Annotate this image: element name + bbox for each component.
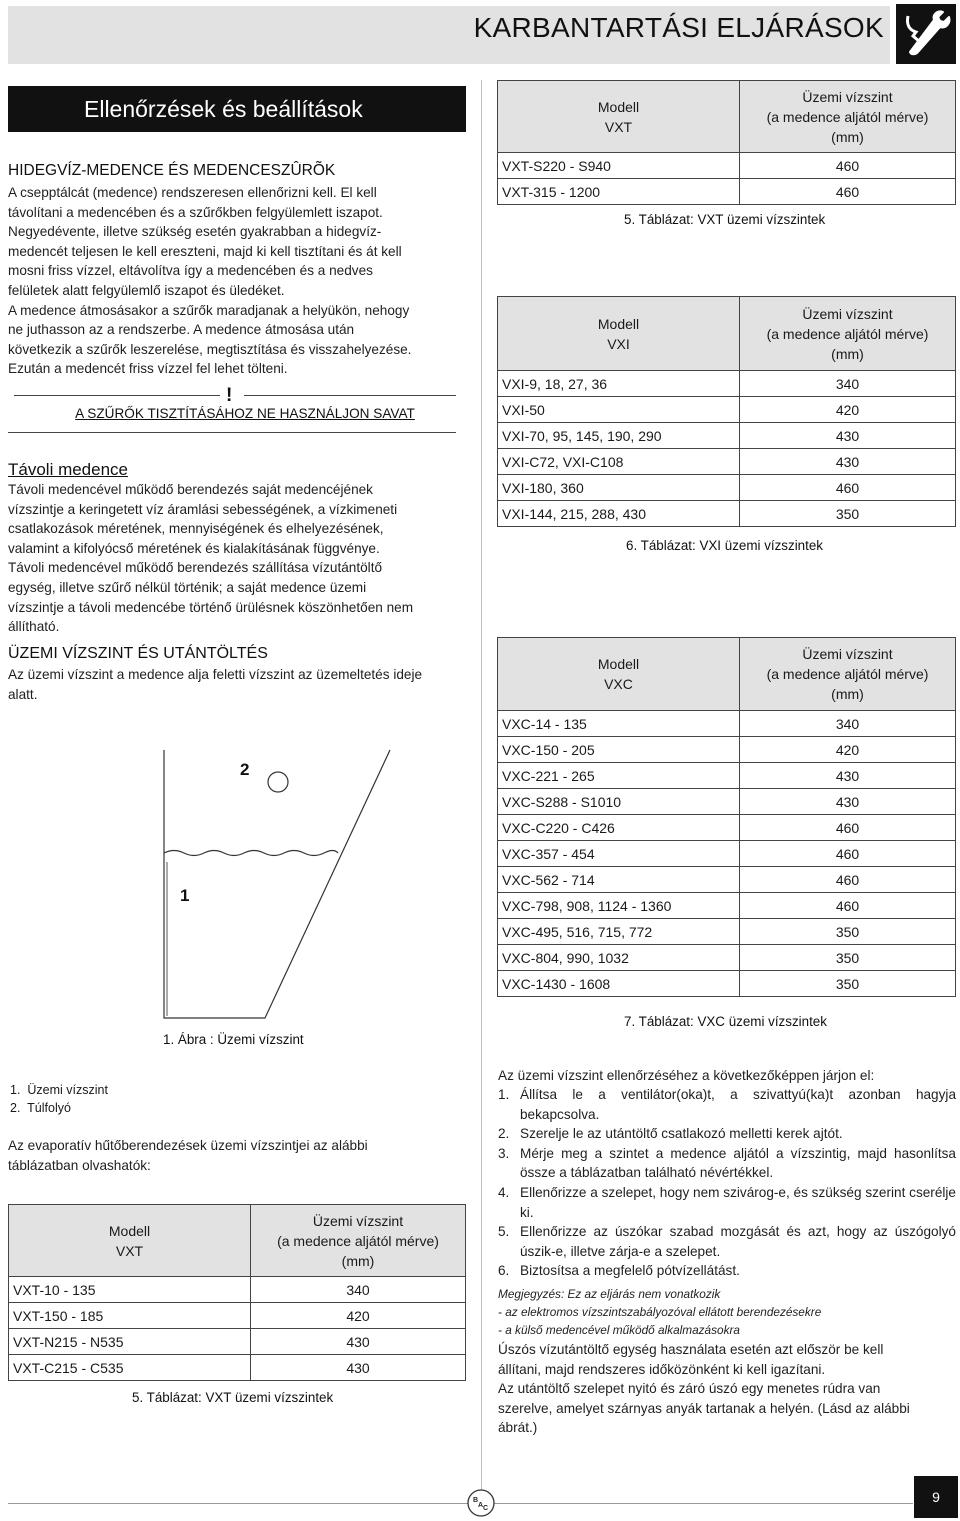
table-header-row <box>498 81 956 153</box>
basin-outline <box>164 750 390 1018</box>
table-vxt-left <box>8 1204 466 1381</box>
table-row: VXC-150 - 205 420 <box>498 737 956 763</box>
header-level: Üzemi vízszint (a medence aljától mérve) (mm) <box>740 81 956 153</box>
table-row: VXI-180, 360 460 <box>498 475 956 501</box>
text-line: egység, illetve szűrő nélkül történik; a saját medence üzemi <box>8 579 367 595</box>
water-level-figure <box>150 740 450 1030</box>
warning-line-bottom <box>8 432 456 433</box>
header-level: Üzemi vízszint (a medence aljától mérve) (mm) <box>740 297 956 371</box>
text-line: távolítani a medencében és a szűrőkben felgyülemlett iszapot. <box>8 204 383 220</box>
cold-water-heading: HIDEGVÍZ-MEDENCE ÉS MEDENCESZÛRÕK <box>8 162 336 179</box>
note-line: - a külső medencével működő alkalmazásokra <box>498 1323 740 1337</box>
table-caption: 7. Táblázat: VXC üzemi vízszintek <box>624 1014 827 1029</box>
text-line: Távoli medencével működő berendezés saját medencéjének <box>8 482 373 497</box>
table-row: VXT-10 - 135 340 <box>9 1277 466 1303</box>
text-line: ne juthasson az a rendszerbe. A medence átmosása után <box>8 322 355 338</box>
table-row: VXI-50 420 <box>498 397 956 423</box>
table-row: VXC-804, 990, 1032 350 <box>498 945 956 971</box>
table-row: VXT-150 - 185 420 <box>9 1303 466 1329</box>
cold-water-text <box>8 183 465 379</box>
table-row: VXC-357 - 454 460 <box>498 841 956 867</box>
text-line: Negyedévente, illetve szükség esetén gyakrabban a hidegvíz- <box>8 224 382 240</box>
bac-logo <box>466 1488 496 1518</box>
table-header-row <box>9 1205 466 1277</box>
page-number: 9 <box>914 1476 958 1518</box>
marker-2: 2 <box>240 760 250 779</box>
header-level: Üzemi vízszint (a medence aljától mérve) (mm) <box>251 1205 466 1277</box>
table-row: VXC-221 - 265 430 <box>498 763 956 789</box>
list-item: 6. Biztosítsa a megfelelő pótvízellátást. <box>498 1263 740 1279</box>
legend-item: 2. Túlfolyó <box>10 1101 71 1115</box>
check-steps <box>498 1085 956 1281</box>
warning-line-right <box>244 395 456 396</box>
header-model: Modell VXI <box>498 297 740 371</box>
table-row: VXC-495, 516, 715, 772 350 <box>498 919 956 945</box>
list-item: 4. Ellenőrizze a szelepet, hogy nem szivárog-e, és szükség szerint cserélje ki. <box>498 1184 956 1220</box>
operating-heading: ÜZEMI VÍZSZINT ÉS UTÁNTÖLTÉS <box>8 645 268 662</box>
table-header-row <box>498 297 956 371</box>
text-line: Az üzemi vízszint a medence alja feletti vízszint az üzemeltetés ideje <box>8 667 423 682</box>
column-divider <box>481 80 482 1500</box>
text-line: állítani, majd rendszeres időközönként ki kell igazítani. <box>498 1361 826 1377</box>
table-row: VXI-9, 18, 27, 36 340 <box>498 371 956 397</box>
table-caption: 5. Táblázat: VXT üzemi vízszintek <box>132 1390 334 1405</box>
text-line: Ezután a medencét friss vízzel fel lehet tölteni. <box>8 361 288 377</box>
remote-text <box>8 480 465 637</box>
table-vxi <box>497 296 956 527</box>
table-vxc <box>497 637 956 997</box>
text-line: táblázatban olvashatók: <box>8 1157 151 1173</box>
table-row: VXC-562 - 714 460 <box>498 867 956 893</box>
table-vxt-right <box>497 80 956 205</box>
figure-caption: 1. Ábra : Üzemi vízszint <box>163 1032 304 1047</box>
page-header-title: KARBANTARTÁSI ELJÁRÁSOK <box>473 12 884 43</box>
list-item: 3. Mérje meg a szintet a medence aljától a vízszintig, majd hasonlítsa össze a táblázatban található névértékkel. <box>498 1145 956 1181</box>
warning-icon: ! <box>226 385 233 406</box>
header-model: Modell VXT <box>9 1205 251 1277</box>
logo-letter: A <box>478 1502 484 1509</box>
list-item: 1. Állítsa le a ventilátor(oka)t, a szivattyú(ka)t azonban hagyja bekapcsolva. <box>498 1087 956 1122</box>
text-line: Távoli medencével működő berendezés szállítása vízutántöltő <box>8 560 383 576</box>
text-line: Az evaporatív hűtőberendezések üzemi vízszintjei az alábbi <box>8 1138 368 1153</box>
logo-letter: C <box>483 1505 489 1512</box>
table-row: VXC-798, 908, 1124 - 1360 460 <box>498 893 956 919</box>
evap-text <box>8 1136 465 1175</box>
operating-text <box>8 665 465 704</box>
table-row: VXT-315 - 1200 460 <box>498 179 956 205</box>
table-header-row <box>498 638 956 711</box>
marker-1: 1 <box>180 886 190 905</box>
text-line: vízszintje a távoli medencébe történő ürülésnek köszönhetően nem <box>8 599 414 615</box>
table-caption: 6. Táblázat: VXI üzemi vízszintek <box>626 538 823 553</box>
legend-item: 1. Üzemi vízszint <box>10 1083 108 1097</box>
check-intro: Az üzemi vízszint ellenőrzéséhez a következőképpen járjon el: <box>498 1068 875 1083</box>
footer-line <box>8 1503 913 1504</box>
text-line: valamint a kifolyócső méretének és kialakításának függvénye. <box>8 540 380 556</box>
text-line: csatlakozások méretének, mennyiségének és elhelyezésének, <box>8 521 384 537</box>
table-row: VXI-C72, VXI-C108 430 <box>498 449 956 475</box>
logo-letter: B <box>473 1497 479 1504</box>
text-line: ábrát.) <box>498 1420 538 1436</box>
table-row: VXC-14 - 135 340 <box>498 711 956 737</box>
figure-legend <box>10 1081 108 1117</box>
table-row: VXT-N215 - N535 430 <box>9 1329 466 1355</box>
table-row: VXI-70, 95, 145, 190, 290 430 <box>498 423 956 449</box>
text-line: felületek alatt felgyülemlő iszapot és üledéket. <box>8 282 285 298</box>
header-model: Modell VXC <box>498 638 740 711</box>
table-row: VXC-C220 - C426 460 <box>498 815 956 841</box>
header-model: Modell VXT <box>498 81 740 153</box>
list-item: 2. Szerelje le az utántöltő csatlakozó melletti kerek ajtót. <box>498 1126 843 1142</box>
check-note <box>498 1285 821 1339</box>
text-line: Az utántöltő szelepet nyitó és záró úszó egy menetes rúdra van <box>498 1381 881 1397</box>
text-line: medencét teljesen le kell ereszteni, majd ki kell tisztítani és át kell <box>8 243 402 259</box>
note-line: Megjegyzés: Ez az eljárás nem vonatkozik <box>498 1287 721 1301</box>
remote-heading: Távoli medence <box>8 460 129 479</box>
table-row: VXT-C215 - C535 430 <box>9 1355 466 1381</box>
text-line: következik a szűrők leszerelése, megtisztítása és visszahelyezése. <box>8 341 412 357</box>
text-line: A csepptálcát (medence) rendszeresen ellenőrizni kell. El kell <box>8 185 377 200</box>
text-line: Úszós vízutántöltő egység használata esetén azt először be kell <box>498 1342 884 1357</box>
table-row: VXC-S288 - S1010 430 <box>498 789 956 815</box>
table-caption: 5. Táblázat: VXT üzemi vízszintek <box>624 212 826 227</box>
table-row: VXI-144, 215, 288, 430 350 <box>498 501 956 527</box>
note-line: - az elektromos vízszintszabályozóval ellátott berendezésekre <box>498 1305 822 1319</box>
text-line: alatt. <box>8 686 38 702</box>
text-line: A medence átmosásakor a szűrők maradjanak a helyükön, nehogy <box>8 302 410 318</box>
text-line: mosni friss vízzel, eltávolítva így a medencében és a nedves <box>8 263 373 279</box>
section-title: Ellenőrzések és beállítások <box>8 86 466 132</box>
table-row: VXT-S220 - S940 460 <box>498 153 956 179</box>
text-line: szerelve, amelyet szárnyas anyák tartanak a helyén. (Lásd az alábbi <box>498 1400 910 1416</box>
wrench-icon <box>896 4 956 64</box>
text-line: vízszintje a keringetett víz áramlási sebességének, a vízkimeneti <box>8 501 398 517</box>
overflow-connection <box>268 772 288 792</box>
water-surface <box>164 851 338 856</box>
text-line: állítható. <box>8 619 60 635</box>
table-row: VXC-1430 - 1608 350 <box>498 971 956 997</box>
header-level: Üzemi vízszint (a medence aljától mérve) (mm) <box>740 638 956 711</box>
list-item: 5. Ellenőrizze az úszókar szabad mozgását és azt, hogy az úszógolyó úszik-e, illetve zárja-e a szelepet. <box>498 1224 956 1259</box>
check-text <box>498 1340 956 1438</box>
warning-text: A SZŰRŐK TISZTÍTÁSÁHOZ NE HASZNÁLJON SAVAT <box>75 406 415 421</box>
warning-line-left <box>14 395 220 396</box>
